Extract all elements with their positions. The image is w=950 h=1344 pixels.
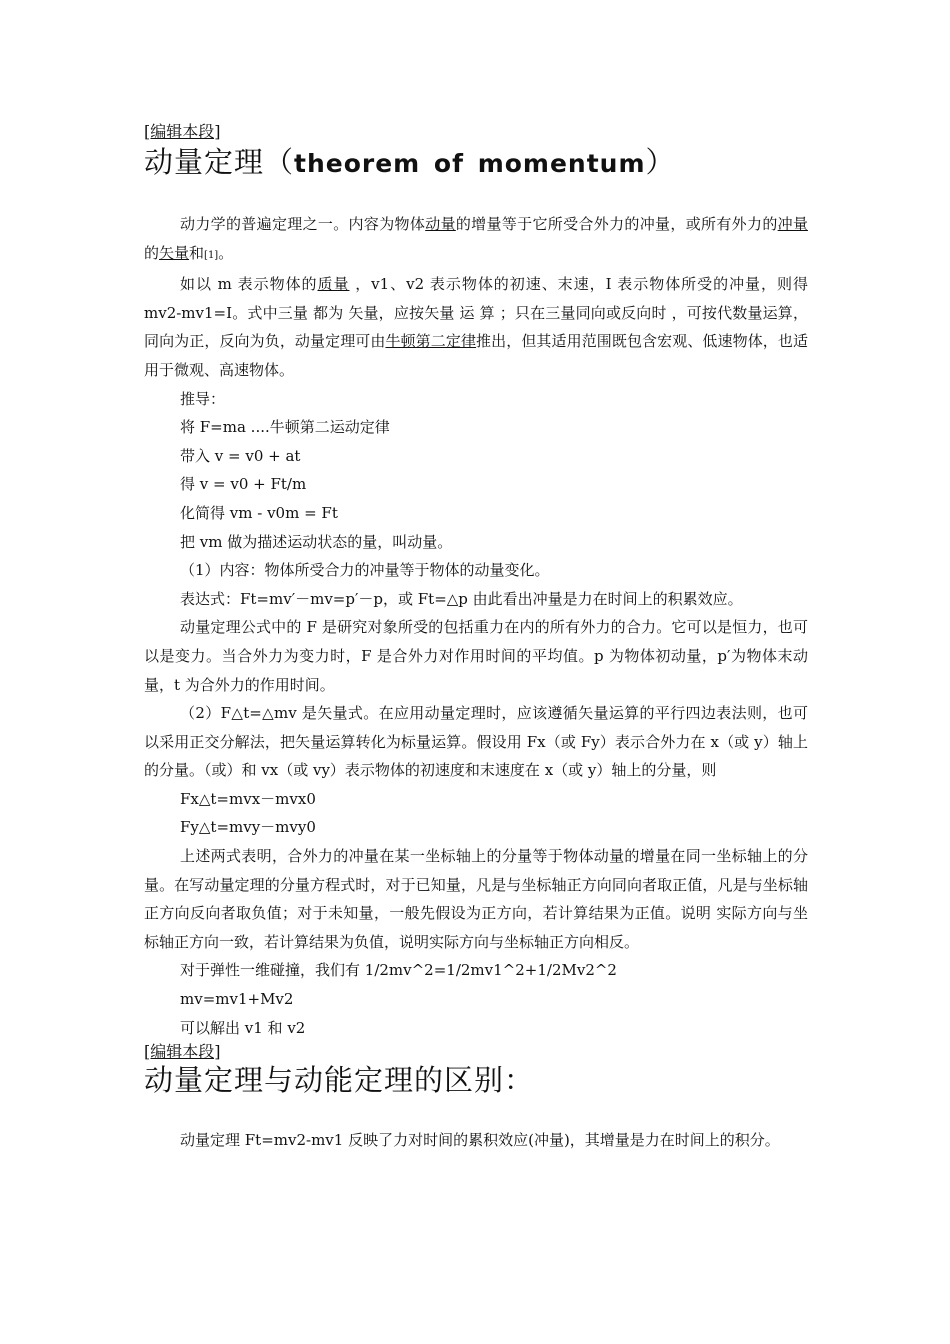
equation-y: Fy△t=mvy－mvy0 xyxy=(180,818,316,837)
text-run: ，v1、v2 表示物体的初速、末速，I 表示物体所受的冲量，则得 mv2-mv1=I。式中三量 都为 矢量，应按矢量 运 算 ；只在三量同向或反向时 ，可按代数量运算，同向为正，反向为负，动量定理可由 xyxy=(144,275,808,351)
elastic-collision-line-3: 可以解出 v1 和 v2 xyxy=(180,1018,306,1037)
link-vector[interactable]: 矢量 xyxy=(159,243,190,262)
text-run: 和 xyxy=(189,243,205,262)
reference-marker[interactable]: [1] xyxy=(204,249,219,261)
derivation-step-3: 得 v = v0 + Ft/m xyxy=(180,475,307,494)
text-run: 的 xyxy=(144,243,160,262)
intro-paragraph xyxy=(144,210,808,270)
link-impulse[interactable]: 冲量 xyxy=(777,215,808,233)
derivation-step-5: 把 vm 做为描述运动状态的量，叫动量。 xyxy=(180,532,453,551)
derivation-step-4: 化简得 vm - v0m = Ft xyxy=(180,503,338,522)
equation-x: Fx△t=mvx－mvx0 xyxy=(180,789,316,808)
comparison-paragraph: 动量定理 Ft=mv2-mv1 反映了力对时间的累积效应(冲量)，其增量是力在时间上的积分。 xyxy=(180,1131,780,1150)
expression-paragraph: 表达式：Ft=mv′－mv=p′－p，或 Ft=△p 由此看出冲量是力在时间上的积累效应。 xyxy=(180,589,743,608)
elastic-collision-line-1: 对于弹性一维碰撞，我们有 1/2mv^2=1/2mv1^2+1/2Mv2^2 xyxy=(180,961,617,980)
title-english: theorem of momentum xyxy=(294,149,646,178)
derivation-step-1: 将 F=ma ....牛顿第二运动定律 xyxy=(180,418,390,437)
derivation-step-2: 带入 v = v0 + at xyxy=(180,446,301,465)
title-chinese: 动量定理（ xyxy=(144,145,295,179)
content-item-1: （1）内容：物体所受合力的冲量等于物体的动量变化。 xyxy=(180,561,550,580)
text-run: 推出，但其适用范围既包含宏观、低速物体，也适用于微观、高速物体。 xyxy=(144,332,808,379)
section-title xyxy=(144,144,808,182)
text-run: 动力学的普遍定理之一。内容为物体 xyxy=(180,215,426,233)
text-run: 的增量等于它所受合外力的冲量，或所有外力的 xyxy=(455,215,778,233)
link-momentum[interactable]: 动量 xyxy=(425,215,456,233)
elastic-collision-line-2: mv=mv1+Mv2 xyxy=(180,990,294,1009)
section-title-2: 动量定理与动能定理的区别： xyxy=(144,1063,535,1098)
edit-section-link[interactable]: [编辑本段] xyxy=(144,122,221,141)
title-close-paren: ） xyxy=(645,145,676,179)
derivation-label: 推导： xyxy=(180,389,226,408)
text-run: 如以 m 表示物体的 xyxy=(180,275,318,294)
link-newton-second-law[interactable]: 牛顿第二定律 xyxy=(385,332,477,351)
document-page xyxy=(144,122,808,1155)
definition-paragraph xyxy=(144,270,808,384)
edit-section-link-2[interactable]: [编辑本段] xyxy=(144,1042,221,1062)
formula-note-paragraph: 动量定理公式中的 F 是研究对象所受的包括重力在内的所有外力的合力。它可以是恒力，也可以是变力。当合外力为变力时，F 是合外力对作用时间的平均值。p 为物体初动量，p′为物体末动量，t 为合外力的作用时间。 xyxy=(144,618,808,694)
explanation-paragraph: 上述两式表明，合外力的冲量在某一坐标轴上的分量等于物体动量的增量在同一坐标轴上的分量。在写动量定理的分量方程式时，对于已知量，凡是与坐标轴正方向同向者取正值，凡是与坐标轴正方向反向者取负值；对于未知量，一般先假设为正方向，若计算结果为正值。说明 实际方向与坐标轴正方向一致，若计算结果为负值，说明实际方向与坐标轴正方向相反。 xyxy=(144,847,808,951)
link-mass[interactable]: 质量 xyxy=(317,275,350,294)
content-item-2: （2）F△t=△mv 是矢量式。在应用动量定理时，应该遵循矢量运算的平行四边表法则，也可以采用正交分解法，把矢量运算转化为标量运算。假设用 Fx（或 Fy）表示合外力在 x（或 y）轴上的分量。（或）和 vx（或 vy）表示物体的初速度和末速度在 x（或 y）轴上的分量，则 xyxy=(144,704,808,780)
text-run: 。 xyxy=(218,243,234,262)
